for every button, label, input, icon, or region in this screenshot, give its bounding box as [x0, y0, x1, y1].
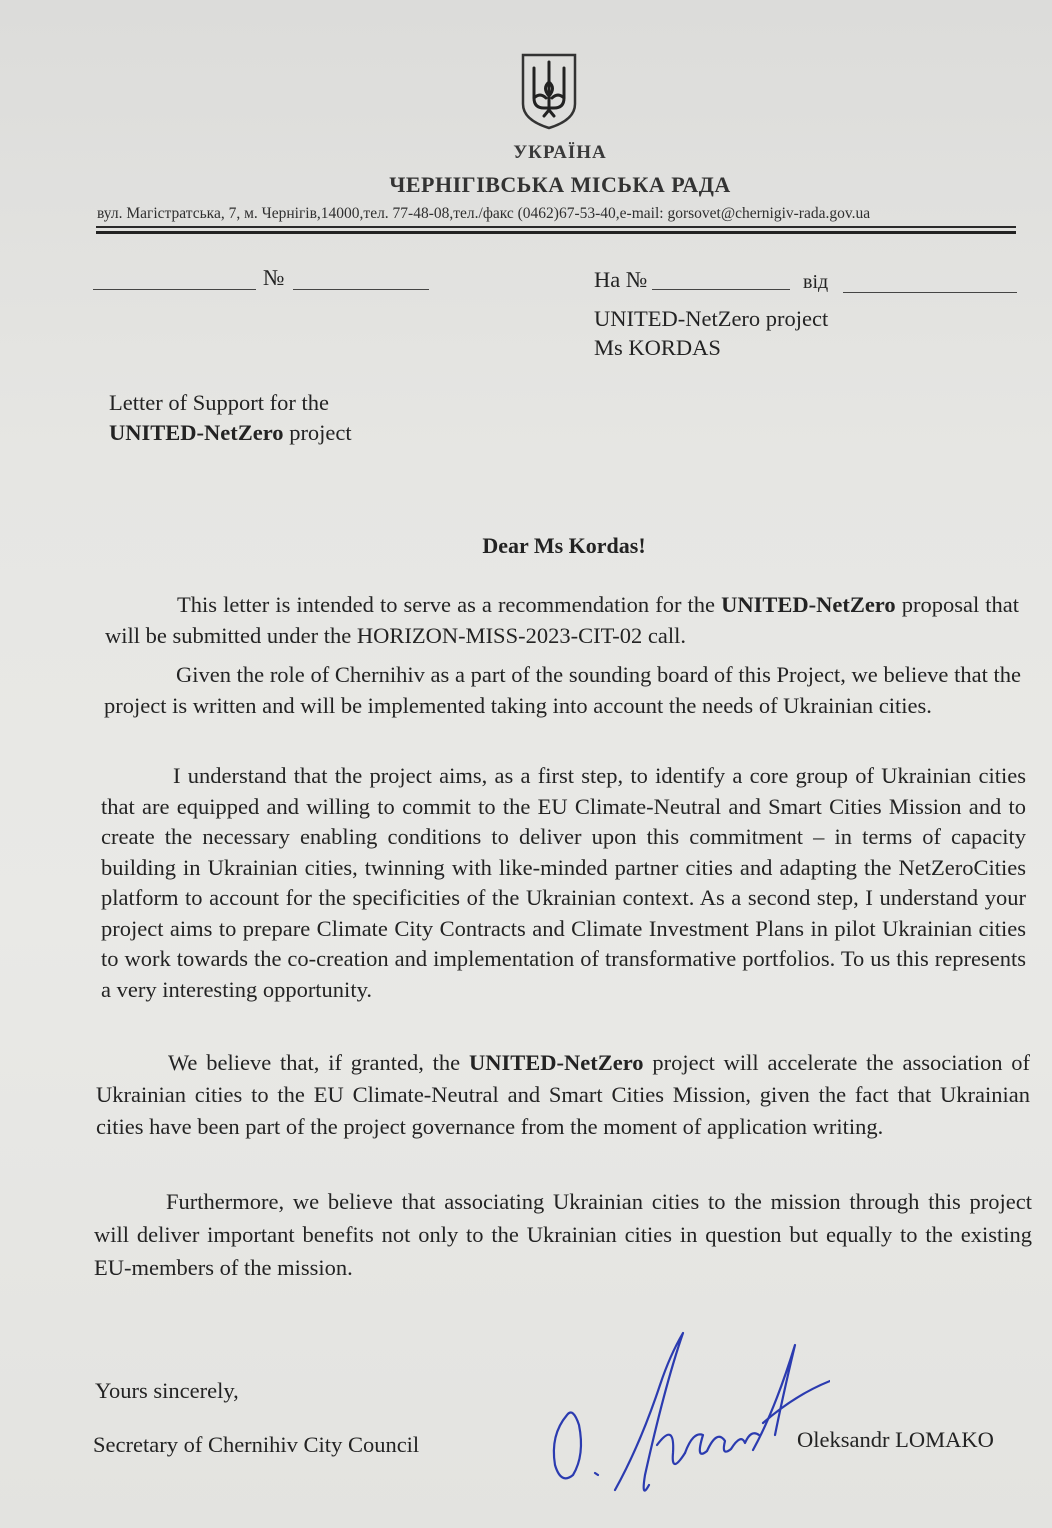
- body-paragraph-1: [105, 590, 1019, 651]
- p3-text: I understand that the project aims, as a first step, to identify a core group of Ukrainian cities that are equipped and willing to commit to the EU Climate-Neutral and Smart Cities Mission and to create the necessary enabling conditions to deliver upon this commitment – in terms of capacity building in Ukrainian cities, twinning with like-minded partner cities and adapting the NetZeroCities platform to account for the specificities of the Ukrainian context. As a second step, I understand your project aims to prepare Climate City Contracts and Climate Investment Plans in pilot Ukrainian cities to work towards the co-creation and implementation of transformative portfolios. To us this represents a very interesting opportunity.: [101, 763, 1026, 1002]
- p4-text-b: project will accelerate the association of Ukrainian cities to the EU Climate-Neutral and Smart Cities Mission, given the fact that Ukrainian cities have been part of the project governance from the moment of application writing.: [96, 1050, 1030, 1139]
- body-paragraph-3: [101, 761, 1026, 1005]
- body-paragraph-4: [96, 1047, 1030, 1143]
- header-rule-thick: [96, 231, 1016, 234]
- p4-text-a: We believe that, if granted, the: [168, 1050, 469, 1075]
- subject-line-1: Letter of Support for the: [109, 390, 329, 415]
- handwritten-signature: [545, 1325, 830, 1510]
- council-title: ЧЕРНІГІВСЬКА МІСЬКА РАДА: [389, 172, 731, 197]
- p4-project-name: UNITED-NetZero: [468, 1050, 644, 1075]
- signatory-title: Secretary of Chernihiv City Council: [93, 1432, 420, 1457]
- header-rule-thin: [96, 226, 1016, 228]
- outgoing-number-sign: №: [263, 265, 285, 290]
- reply-number-line: [652, 289, 790, 290]
- salutation: Dear Ms Kordas!: [482, 533, 646, 558]
- reply-date-line: [843, 292, 1017, 293]
- p1-text-b: proposal that will be submitted under the HORIZON-MISS-2023-CIT-02 call.: [105, 592, 1020, 648]
- outgoing-date-line: [93, 289, 256, 290]
- outgoing-number-line: [293, 289, 429, 290]
- trident-coat-of-arms-icon: [520, 52, 578, 130]
- country-title: УКРАЇНА: [513, 142, 607, 163]
- council-address: вул. Магістратська, 7, м. Чернігів,14000,тел. 77-48-08,тел./факс (0462)67-53-40,e-mail: gorsovet@chernigiv-rada.gov.ua: [97, 205, 871, 222]
- subject-project-name: UNITED-NetZero: [109, 420, 284, 445]
- closing-sincerely: Yours sincerely,: [95, 1378, 239, 1403]
- recipient-project: UNITED-NetZero project: [594, 306, 829, 331]
- p2-text: Given the role of Chernihiv as a part of the sounding board of this Project, we believe that the project is written and will be implemented taking into account the needs of Ukrainian cities.: [104, 662, 1021, 718]
- recipient-name: Ms KORDAS: [594, 335, 721, 360]
- subject-line-2-rest: project: [283, 420, 352, 445]
- body-paragraph-2: [104, 660, 1021, 721]
- subject-line-2: [109, 420, 352, 446]
- signatory-name: Oleksandr LOMAKO: [797, 1427, 994, 1452]
- p1-text-a: This letter is intended to serve as a recommendation for the: [177, 592, 722, 617]
- p1-project-name: UNITED-NetZero: [721, 592, 896, 617]
- body-paragraph-5: [94, 1185, 1032, 1284]
- reply-number-label: На №: [594, 267, 648, 292]
- p5-text: Furthermore, we believe that associating Ukrainian cities to the mission through this project will deliver important benefits not only to the Ukrainian cities in question but equally to the existing EU-members of the mission.: [94, 1189, 1032, 1280]
- reply-date-label: від: [803, 271, 829, 293]
